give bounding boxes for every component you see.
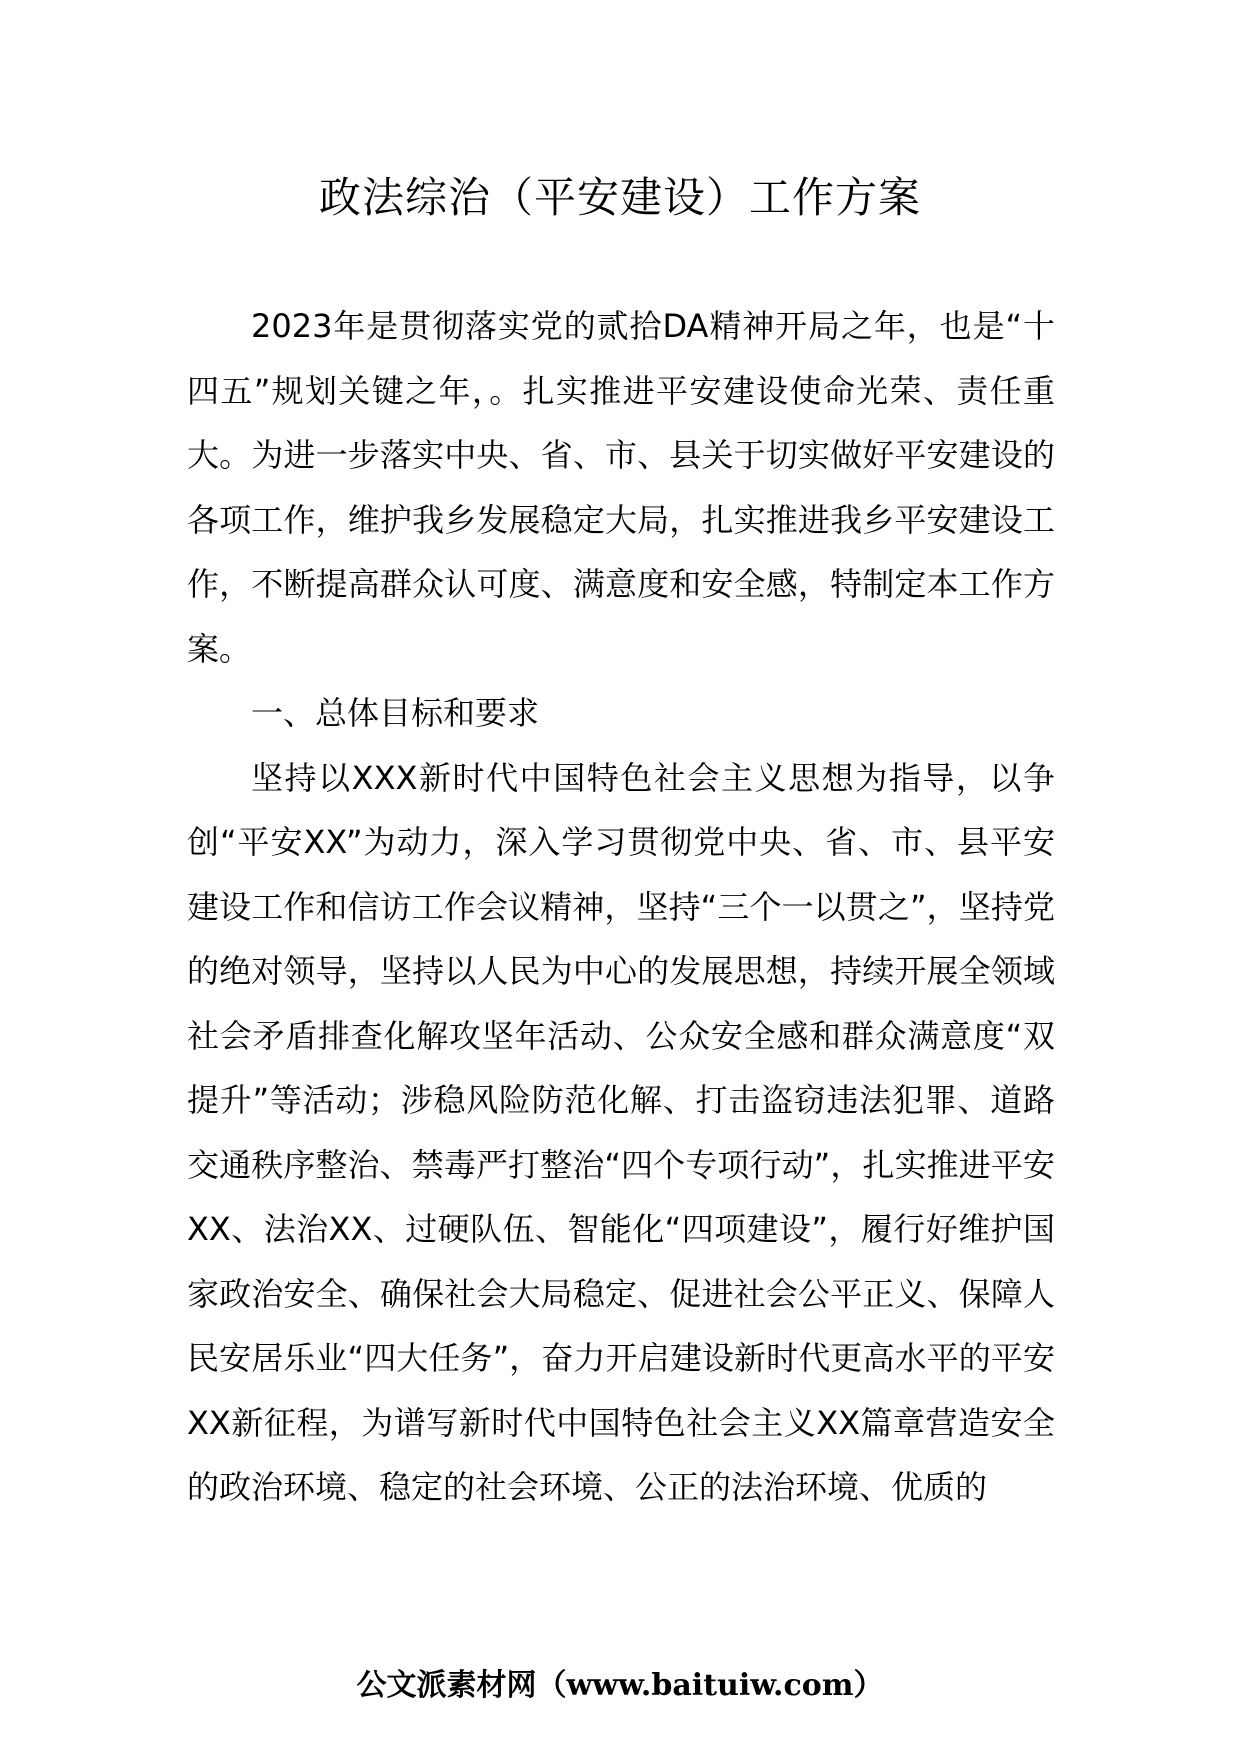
- section-heading: 一、总体目标和要求: [251, 694, 540, 732]
- document-title: 政法综治（平安建设）工作方案: [318, 173, 921, 222]
- paragraph-intro: 2023年是贯彻落实党的贰拾DA精神开局之年，也是“十四五”规划关键之年，。扎实推进平安建设使命光荣、责任重大。为进一步落实中央、省、市、县关于切实做好平安建设的各项工作，维护我乡发展稳定大局，扎实推进我乡平安建设工作，不断提高群众认可度、满意度和安全感，特制定本工作方案。: [187, 307, 1055, 668]
- paragraph-goals: 坚持以XXX新时代中国特色社会主义思想为指导，以争创“平安XX”为动力，深入学习贯彻党中央、省、市、县平安建设工作和信访工作会议精神，坚持“三个一以贯之”，坚持党的绝对领导，坚持以人民为中心的发展思想，持续开展全领域社会矛盾排查化解攻坚年活动、公众安全感和群众满意度“双提升”等活动；涉稳风险防范化解、打击盗窃违法犯罪、道路交通秩序整治、禁毒严打整治“四个专项行动”，扎实推进平安XX、法治XX、过硬队伍、智能化“四项建设”，履行好维护国家政治安全、确保社会大局稳定、促进社会公平正义、保障人民安居乐业“四大任务”，奋力开启建设新时代更高水平的平安XX新征程，为谱写新时代中国特色社会主义XX篇章营造安全的政治环境、稳定的社会环境、公正的法治环境、优质的: [187, 758, 1055, 1506]
- document-body: [187, 294, 1055, 1520]
- footer-watermark: 公文派素材网（www.baituiw.com）: [356, 1668, 884, 1703]
